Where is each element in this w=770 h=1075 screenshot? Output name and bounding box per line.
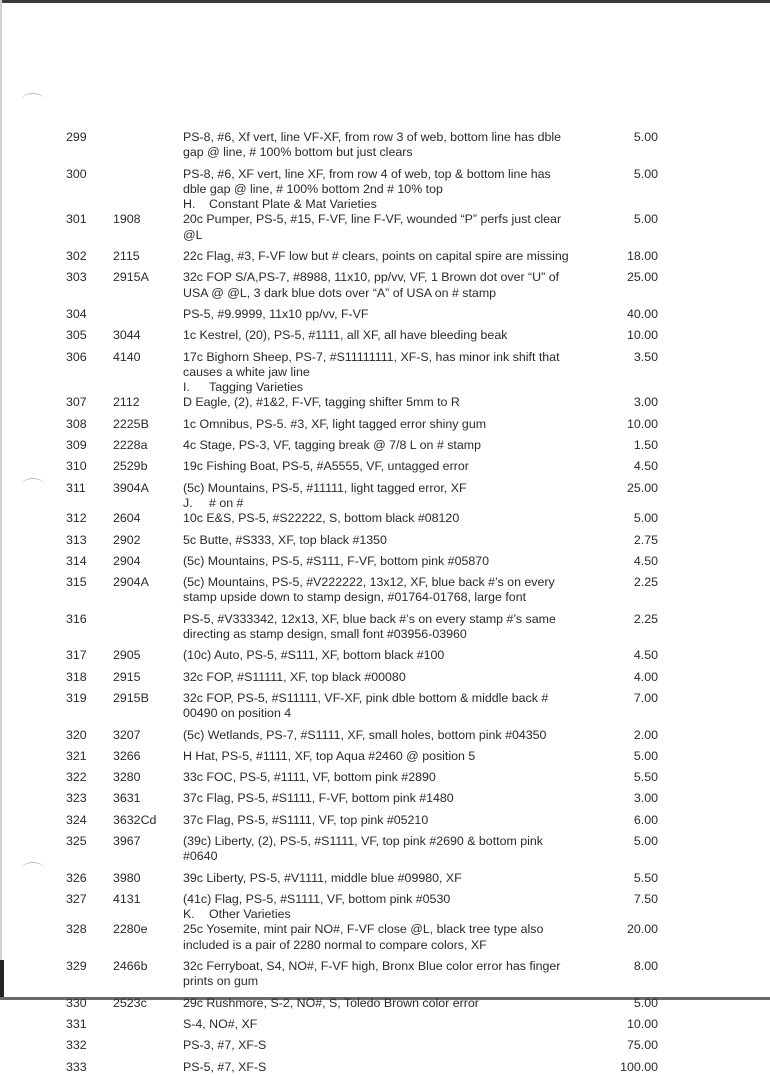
- lot-description: 37c Flag, PS-5, #S1111, VF, top pink #05210: [183, 812, 429, 827]
- catalog-number: 2523c: [113, 995, 147, 1010]
- lot-price: 2.75: [633, 532, 658, 547]
- lot-number: 320: [66, 727, 87, 742]
- catalog-number: 3967: [113, 833, 141, 848]
- lot-number: 307: [66, 395, 87, 410]
- lot-row: [0, 670, 770, 685]
- lot-number: 326: [66, 870, 87, 885]
- lot-row: [0, 533, 770, 548]
- catalog-number: 2902: [113, 532, 141, 547]
- catalog-number: 3044: [113, 328, 141, 343]
- lot-row: [0, 749, 770, 764]
- lot-row: [0, 648, 770, 663]
- lot-description: 1c Omnibus, PS-5. #3, XF, light tagged error shiny gum: [183, 416, 487, 431]
- lot-number: 304: [66, 306, 87, 321]
- lot-price: 5.50: [633, 770, 658, 785]
- lot-row: [0, 1038, 770, 1053]
- lot-price: 10.00: [626, 328, 658, 343]
- lot-number: 302: [66, 249, 87, 264]
- lot-number: 305: [66, 328, 87, 343]
- lot-row: [0, 770, 770, 785]
- lot-price: 5.50: [633, 870, 658, 885]
- lot-description: PS-3, #7, XF-S: [183, 1038, 267, 1053]
- catalog-number: 2915A: [113, 270, 149, 285]
- lot-price: 5.00: [633, 511, 658, 526]
- lot-row: [0, 395, 770, 410]
- lot-row: [0, 892, 770, 907]
- lot-number: 321: [66, 748, 87, 763]
- lot-row: [0, 1017, 770, 1032]
- catalog-number: 2280e: [113, 922, 148, 937]
- catalog-number: 2112: [113, 395, 140, 410]
- lot-row: [0, 307, 770, 322]
- section-letter: J.: [183, 495, 193, 510]
- lot-number: 330: [66, 995, 87, 1010]
- lot-price: 18.00: [626, 249, 658, 264]
- lot-description: 22c Flag, #3, F-VF low but # clears, points on capital spire are missing: [183, 249, 569, 264]
- lot-price: 5.00: [633, 212, 658, 227]
- lot-row: [0, 481, 770, 496]
- catalog-number: 1908: [113, 212, 141, 227]
- lot-description: 5c Butte, #S333, XF, top black #1350: [183, 532, 387, 547]
- lot-price: 40.00: [626, 306, 658, 321]
- lot-price: 2.25: [633, 575, 658, 590]
- lot-number: 313: [66, 532, 87, 547]
- lot-number: 318: [66, 669, 87, 684]
- lot-row: [0, 511, 770, 526]
- lot-price: 3.00: [633, 395, 658, 410]
- catalog-number: 2466b: [113, 959, 148, 974]
- lot-number: 308: [66, 416, 87, 431]
- lot-description: PS-5, #9.9999, 11x10 pp/vv, F-VF: [183, 306, 369, 321]
- lot-number: 332: [66, 1038, 87, 1053]
- section-letter: I.: [183, 380, 190, 395]
- lot-price: 4.50: [633, 553, 658, 568]
- lot-description: H Hat, PS-5, #1111, XF, top Aqua #2460 @ position 5: [183, 748, 476, 763]
- lot-number: 325: [66, 833, 87, 848]
- lot-description: (5c) Wetlands, PS-7, #S1111, XF, small holes, bottom pink #04350: [183, 727, 547, 742]
- catalog-number: 2915: [113, 669, 141, 684]
- lot-description: 4c Stage, PS-3, VF, tagging break @ 7/8 L on # stamp: [183, 438, 481, 453]
- lot-number: 309: [66, 438, 87, 453]
- lot-number: 322: [66, 770, 87, 785]
- lot-row: [0, 691, 770, 722]
- catalog-number: 2604: [113, 511, 141, 526]
- section-title: # on #: [209, 495, 244, 510]
- section-title: Other Varieties: [209, 907, 291, 922]
- lot-price: 3.00: [633, 791, 658, 806]
- catalog-number: 2904: [113, 553, 141, 568]
- lot-row: [0, 728, 770, 743]
- lot-description: (5c) Mountains, PS-5, #S111, F-VF, bottom pink #05870: [183, 553, 490, 568]
- lot-price: 25.00: [626, 270, 658, 285]
- lot-row: [0, 130, 770, 161]
- lot-description: 20c Pumper, PS-5, #15, F-VF, line F-VF, wounded “P” perfs just clear @L: [183, 212, 562, 242]
- catalog-number: 3631: [113, 791, 141, 806]
- lot-price: 5.00: [633, 166, 658, 181]
- lot-number: 316: [66, 611, 87, 626]
- lot-number: 300: [66, 166, 87, 181]
- lot-row: [0, 791, 770, 806]
- lot-row: [0, 1060, 770, 1075]
- lot-row: [0, 438, 770, 453]
- catalog-number: 2904A: [113, 575, 149, 590]
- lot-number: 299: [66, 130, 87, 144]
- lot-description: PS-5, #7, XF-S: [183, 1059, 267, 1074]
- catalog-number: 3904A: [113, 480, 149, 495]
- lot-row: [0, 554, 770, 569]
- lot-price: 5.00: [633, 130, 658, 144]
- catalog-number: 2115: [113, 249, 140, 264]
- lot-row: [0, 270, 770, 301]
- section-heading: [183, 197, 770, 212]
- lot-description: (10c) Auto, PS-5, #S111, XF, bottom black #100: [183, 648, 445, 663]
- catalog-number: 3266: [113, 748, 141, 763]
- catalog-number: 3632Cd: [113, 812, 157, 827]
- auction-lot-listing: [0, 130, 770, 1075]
- catalog-number: 2225B: [113, 416, 149, 431]
- section-heading: [183, 380, 770, 395]
- lot-price: 75.00: [626, 1038, 658, 1053]
- lot-row: [0, 612, 770, 643]
- lot-price: 10.00: [626, 416, 658, 431]
- lot-price: 6.00: [633, 812, 658, 827]
- section-heading: [183, 907, 770, 922]
- lot-price: 2.00: [633, 727, 658, 742]
- lot-row: [0, 328, 770, 343]
- catalog-number: 2228a: [113, 438, 148, 453]
- lot-row: [0, 575, 770, 606]
- lot-number: 323: [66, 791, 87, 806]
- lot-row: [0, 834, 770, 865]
- lot-row: [0, 417, 770, 432]
- lot-price: 7.50: [633, 891, 658, 906]
- lot-row: [0, 922, 770, 953]
- lot-price: 5.00: [633, 833, 658, 848]
- lot-description: PS-8, #6, XF vert, line XF, from row 4 of web, top & bottom line has dble gap @ line, # 100% bottom 2nd # 10% top: [183, 166, 551, 196]
- lot-description: 25c Yosemite, mint pair NO#, F-VF close @L, black tree type also included is a pair of 2280 normal to compare colors, XF: [183, 922, 544, 952]
- lot-number: 314: [66, 553, 87, 568]
- lot-number: 329: [66, 959, 87, 974]
- lot-description: 19c Fishing Boat, PS-5, #A5555, VF, untagged error: [183, 459, 469, 474]
- lot-price: 5.00: [633, 995, 658, 1010]
- lot-price: 100.00: [620, 1059, 658, 1074]
- lot-price: 5.00: [633, 748, 658, 763]
- lot-price: 4.50: [633, 648, 658, 663]
- lot-description: 33c FOC, PS-5, #1111, VF, bottom pink #2890: [183, 770, 436, 785]
- lot-price: 7.00: [633, 690, 658, 705]
- section-title: Constant Plate & Mat Varieties: [209, 197, 377, 212]
- catalog-number: 3980: [113, 870, 141, 885]
- catalog-number: 2529b: [113, 459, 148, 474]
- lot-row: [0, 459, 770, 474]
- catalog-number: 2905: [113, 648, 141, 663]
- lot-number: 328: [66, 922, 87, 937]
- lot-price: 10.00: [626, 1016, 658, 1031]
- lot-price: 25.00: [626, 480, 658, 495]
- lot-number: 306: [66, 349, 87, 364]
- lot-description: 17c Bighorn Sheep, PS-7, #S11111111, XF-S, has minor ink shift that causes a white jaw line: [183, 349, 560, 379]
- lot-price: 2.25: [633, 611, 658, 626]
- lot-description: PS-8, #6, Xf vert, line VF-XF, from row 3 of web, bottom line has dble gap @ line, # 100% bottom but just clears: [183, 130, 562, 160]
- section-title: Tagging Varieties: [209, 380, 304, 395]
- catalog-number: 3207: [113, 727, 141, 742]
- section-letter: K.: [183, 907, 195, 922]
- lot-number: 333: [66, 1059, 87, 1074]
- lot-description: 10c E&S, PS-5, #S22222, S, bottom black #08120: [183, 511, 460, 526]
- lot-number: 331: [66, 1016, 87, 1031]
- lot-description: 37c Flag, PS-5, #S1111, F-VF, bottom pink #1480: [183, 791, 454, 806]
- catalog-number: 2915B: [113, 690, 149, 705]
- lot-price: 4.50: [633, 459, 658, 474]
- scan-edge-top: [0, 0, 770, 3]
- lot-number: 311: [66, 480, 86, 495]
- lot-price: 8.00: [633, 959, 658, 974]
- lot-price: 3.50: [633, 349, 658, 364]
- lot-number: 317: [66, 648, 87, 663]
- lot-description: (39c) Liberty, (2), PS-5, #S1111, VF, top pink #2690 & bottom pink #0640: [183, 833, 543, 864]
- lot-description: (41c) Flag, PS-5, #S1111, VF, bottom pink #0530: [183, 891, 451, 906]
- section-heading: [183, 496, 770, 511]
- lot-description: (5c) Mountains, PS-5, #V222222, 13x12, XF, blue back #’s on every stamp upside down to stamp design, #01764-01768, large font: [183, 575, 555, 605]
- lot-price: 1.50: [633, 438, 658, 453]
- lot-price: 20.00: [626, 922, 658, 937]
- lot-description: PS-5, #V333342, 12x13, XF, blue back #’s on every stamp #’s same directing as stamp design, small font #03956-03960: [183, 611, 556, 642]
- lot-number: 301: [66, 212, 87, 227]
- lot-description: S-4, NO#, XF: [183, 1016, 258, 1031]
- lot-row: [0, 813, 770, 828]
- lot-number: 312: [66, 511, 87, 526]
- lot-row: [0, 350, 770, 381]
- punch-hole-mark: [22, 93, 44, 106]
- lot-description: 32c FOP, PS-5, #S11111, VF-XF, pink dble bottom & middle back # 00490 on position 4: [183, 690, 549, 721]
- lot-row: [0, 959, 770, 990]
- lot-number: 315: [66, 575, 87, 590]
- lot-description: 1c Kestrel, (20), PS-5, #1111, all XF, all have bleeding beak: [183, 328, 508, 343]
- catalog-number: 4131: [113, 891, 141, 906]
- lot-description: 32c FOP S/A,PS-7, #8988, 11x10, pp/vv, VF, 1 Brown dot over “U” of USA @ @L, 3 dark blue dots over “A” of USA on # stamp: [183, 270, 560, 300]
- lot-number: 327: [66, 891, 87, 906]
- lot-description: D Eagle, (2), #1&2, F-VF, tagging shifter 5mm to R: [183, 395, 460, 410]
- catalog-number: 4140: [113, 349, 141, 364]
- lot-number: 319: [66, 690, 87, 705]
- lot-number: 303: [66, 270, 87, 285]
- lot-row: [0, 996, 770, 1011]
- lot-row: [0, 167, 770, 198]
- section-letter: H.: [183, 197, 196, 212]
- lot-description: 32c Ferryboat, S4, NO#, F-VF high, Bronx Blue color error has finger prints on gum: [183, 959, 561, 989]
- lot-number: 310: [66, 459, 87, 474]
- lot-number: 324: [66, 812, 87, 827]
- lot-row: [0, 871, 770, 886]
- catalog-number: 3280: [113, 770, 141, 785]
- lot-description: 39c Liberty, PS-5, #V1111, middle blue #09980, XF: [183, 870, 462, 885]
- lot-row: [0, 249, 770, 264]
- lot-description: (5c) Mountains, PS-5, #11111, light tagged error, XF: [183, 480, 467, 495]
- lot-description: 32c FOP, #S11111, XF, top black #00080: [183, 669, 406, 684]
- lot-description: 29c Rushmore, S-2, NO#, S, Toledo Brown color error: [183, 995, 479, 1010]
- lot-row: [0, 212, 770, 243]
- lot-price: 4.00: [633, 669, 658, 684]
